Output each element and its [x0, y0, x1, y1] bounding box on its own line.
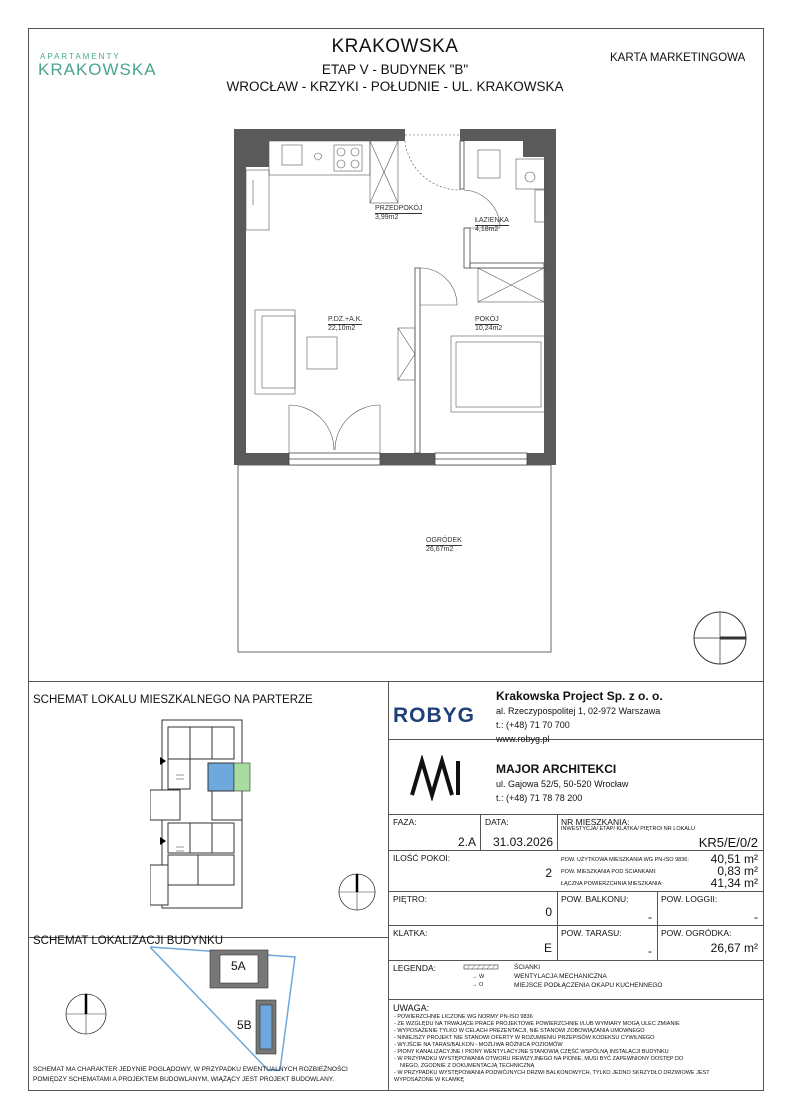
room-lazienka-name: ŁAZIENKA [475, 217, 509, 224]
ogrodek-value: 26,67 m² [710, 941, 758, 955]
nr-sublabel: INWESTYCJA/ ETAP/ KLATKA/ PIĘTRO/ NR LOKALU [561, 826, 695, 832]
divider-row1 [388, 850, 764, 851]
logo-top-text: APARTAMENTY [40, 52, 121, 61]
pietro-value: 0 [545, 905, 552, 919]
pu-value: 40,51 m² [710, 852, 758, 866]
data-label: DATA: [485, 817, 509, 827]
taras-value: - [648, 944, 652, 958]
compass-ground-schema [335, 870, 379, 914]
legend-title: LEGENDA: [393, 963, 436, 973]
loggia-label: POW. LOGGII: [661, 894, 718, 904]
pietro-label: PIĘTRO: [393, 894, 428, 904]
taras-label: POW. TARASU: [561, 928, 622, 938]
location-schema-title: SCHEMAT LOKALIZACJI BUDYNKU [33, 935, 224, 947]
divider-dev [388, 739, 764, 740]
project-location: WROCŁAW - KRZYKI - POŁUDNIE - UL. KRAKOWSKA [226, 79, 564, 94]
ground-schema [150, 715, 260, 915]
note-6: - PIONY KANALIZACYJNE I PIONY WENTYLACYJNE STANOWIĄ CZĘŚĆ WSPÓLNĄ INSTALACJI BUDYNKU [394, 1049, 669, 1055]
note-3: - WYPOSAŻENIE TYLKO W CELACH PREZENTACJI, NIE STANOWI ZOBOWIĄZANIA UMOWNEGO [394, 1028, 645, 1034]
divider-col-loggia [657, 891, 658, 960]
building-5a-label: 5A [231, 959, 246, 973]
divider-row5 [388, 999, 764, 1000]
ground-schema-title: SCHEMAT LOKALU MIESZKALNEGO NA PARTERZE [33, 694, 313, 706]
legend-symbol-o: → O [472, 982, 484, 988]
pokoi-label: ILOŚĆ POKOI: [393, 853, 451, 863]
room-ogrodek-name: OGRÓDEK [426, 537, 462, 544]
divider-col-bal [557, 891, 558, 960]
divider-row2 [388, 891, 764, 892]
legend-symbol-w: → W [472, 974, 485, 980]
note-1: - POWIERZCHNIE LICZONE WG NORMY PN-ISO 9836 [394, 1014, 533, 1020]
note-8: NIEGO, ZGODNIE Z DOKUMENTACJĄ TECHNICZNĄ [400, 1063, 535, 1069]
pl-label: ŁĄCZNA POWIERZCHNIA MIESZKANIA: [561, 881, 663, 887]
note-7: - W PRZYPADKU WYSTĘPOWANIA OTWORU REWIZYJNEGO NA PIONIE, MUSI BYĆ ZAPEWNIONY DOSTĘP DO [394, 1056, 684, 1062]
balkon-label: POW. BALKONU: [561, 894, 629, 904]
nr-value: KR5/E/0/2 [698, 835, 758, 850]
location-schema [150, 945, 310, 1085]
pu-label: POW. UŻYTKOWA MIESZKANIA WG PN-ISO 9836: [561, 857, 689, 863]
building-5b-label: 5B [237, 1018, 252, 1032]
pokoi-value: 2 [545, 866, 552, 880]
klatka-value: E [543, 941, 552, 955]
disclaimer-line-2: POMIĘDZY SCHEMATAMI A PROJEKTEM BUDOWLANYM, WIĄŻĄCY JEST PROJEKT BUDOWLANY. [33, 1076, 335, 1083]
project-title: KRAKOWSKA [331, 36, 459, 57]
room-ogrodek [426, 537, 462, 554]
disclaimer-line-1: SCHEMAT MA CHARAKTER JEDYNIE POGLĄDOWY, W PRZYPADKU EWENTUALNYCH ROZBIEŻNOŚCI [33, 1066, 348, 1073]
faza-label: FAZA: [393, 817, 417, 827]
compass-location-schema [62, 990, 110, 1038]
legend-item-2: WENTYLACJA MECHANICZNA [514, 973, 607, 980]
divider-arch [388, 814, 764, 815]
architect-address: ul. Gajowa 52/5, 50-520 Wrocław [496, 779, 629, 789]
room-przedpokoj [375, 205, 422, 222]
room-pokoj-name: POKÓJ [475, 316, 499, 323]
divider-vertical [388, 681, 389, 1091]
card-type: KARTA MARKETINGOWA [610, 52, 746, 64]
pl-value: 41,34 m² [710, 876, 758, 890]
legend-item-3: MIEJSCE PODŁĄCZENIA OKAPU KUCHENNEGO [514, 982, 663, 989]
room-pokoj-area: 10,24m2 [475, 325, 503, 332]
room-lazienka-area: 4,18m2 [475, 226, 499, 233]
balkon-value: - [648, 910, 652, 924]
robyg-logo: ROBYG [393, 704, 476, 727]
room-przedpokoj-name: PRZEDPOKÓJ [375, 205, 423, 212]
nr-label: NR MIESZKANIA: [561, 817, 630, 827]
note-10: WYPOSAŻONE W KLAMKĘ [394, 1077, 464, 1083]
divider-col-data [557, 814, 558, 850]
divider-bottom-section [28, 681, 764, 682]
divider-row4 [388, 960, 764, 961]
room-pdz [328, 316, 362, 333]
logo-main-text: KRAKOWSKA [38, 60, 157, 79]
note-4: - NINIEJSZY PROJEKT NIE STANOWI OFERTY W ROZUMIENIU PRZEPISÓW KODEKSU CYWILNEGO [394, 1035, 655, 1041]
note-9: - W PRZYPADKU WYSTĘPOWANIA PODWÓJNYCH DRZWI BALKONOWYCH, TYLKO JEDNO SKRZYDŁO DRZWIOWE JEST [394, 1070, 710, 1076]
developer-name: Krakowska Project Sp. z o. o. [496, 689, 663, 703]
faza-value: 2.A [457, 835, 476, 849]
klatka-label: KLATKA: [393, 928, 428, 938]
architect-phone: t.: (+48) 71 78 78 200 [496, 793, 583, 803]
note-5: - WYJŚCIE NA TARAS/BALKON - MOŻLIWA RÓŻNICA POZIOMÓW [394, 1042, 563, 1048]
architect-name: MAJOR ARCHITEKCI [496, 762, 617, 776]
ps-value: 0,83 m² [717, 864, 758, 878]
developer-web: www.robyg.pl [496, 734, 550, 744]
developer-address: al. Rzeczypospolitej 1, 02-972 Warszawa [496, 706, 661, 716]
note-2: - ZE WZGLĘDU NA TRWAJĄCE PRACE PROJEKTOWE POWIERZCHNIE I/LUB WYMIARY MOGĄ ULEC ZMIANIE [394, 1021, 680, 1027]
divider-row3 [388, 925, 764, 926]
developer-phone: t.: (+48) 71 70 700 [496, 720, 570, 730]
divider-col-faza [480, 814, 481, 850]
room-ogrodek-area: 26,67m2 [426, 546, 454, 553]
legend-item-1: ŚCIANKI [514, 964, 541, 971]
major-architekci-logo [408, 755, 464, 801]
project-stage: ETAP V - BUDYNEK "B" [321, 62, 469, 77]
ogrodek-label: POW. OGRÓDKA: [661, 928, 732, 938]
room-lazienka [475, 217, 509, 234]
room-przedpokoj-area: 3,99m2 [375, 214, 399, 221]
room-pdz-name: P.DZ.+A.K. [328, 316, 363, 323]
data-value: 31.03.2026 [492, 835, 553, 849]
room-pdz-area: 22,10m2 [328, 325, 356, 332]
notes-title: UWAGA: [393, 1003, 430, 1013]
ps-label: POW. MIESZKANIA POD ŚCIANKAMI: [561, 869, 657, 875]
loggia-value: - [754, 910, 758, 924]
room-pokoj [475, 316, 502, 333]
